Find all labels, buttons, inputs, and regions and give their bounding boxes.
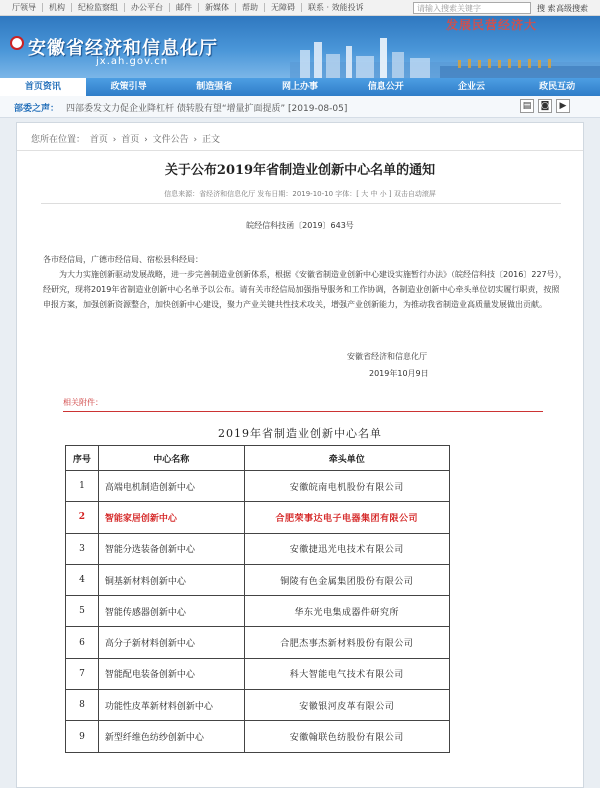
- top-link-org[interactable]: 机构: [43, 3, 72, 12]
- row-lead-unit: 合肥荣事达电子电器集团有限公司: [244, 502, 449, 533]
- table-row: [66, 533, 450, 564]
- breadcrumb-separator: ›: [144, 135, 148, 145]
- row-center-name: 智能家居创新中心: [98, 502, 244, 533]
- main-nav: [0, 78, 600, 96]
- top-links: [6, 3, 370, 12]
- innovation-center-table: [65, 445, 450, 753]
- breadcrumb-prefix: 您所在位置：: [31, 135, 86, 145]
- signature-date: 2019年10月9日: [369, 369, 429, 378]
- breadcrumb-home-2[interactable]: 首页: [121, 135, 140, 145]
- row-center-name: 铜基新材料创新中心: [98, 564, 244, 595]
- breadcrumb-separator: ›: [112, 135, 117, 145]
- top-link-newmedia[interactable]: 新媒体: [199, 3, 236, 12]
- row-center-name: 智能分选装备创新中心: [98, 533, 244, 564]
- content-panel: [16, 122, 584, 788]
- article-title: 关于公布2019年省制造业创新中心名单的通知: [164, 163, 436, 178]
- search-input[interactable]: 请输入搜索关键字: [413, 2, 531, 14]
- top-link-leaders[interactable]: 厅领导: [6, 3, 43, 12]
- table-row: [66, 596, 450, 627]
- attachment-label: 相关附件：: [63, 398, 103, 407]
- top-link-help[interactable]: 帮助: [236, 3, 265, 12]
- row-number: 9: [66, 721, 99, 752]
- nav-interaction[interactable]: 政民互动: [539, 82, 576, 92]
- camera-icon[interactable]: ◙: [538, 99, 552, 113]
- nav-manufacturing[interactable]: 制造强省: [196, 82, 233, 92]
- emblem-icon: [10, 36, 24, 50]
- row-lead-unit: 安徽银河皮革有限公司: [244, 690, 449, 721]
- ticker-link[interactable]: 四部委发文力促企业降杠杆 债转股有望“增量扩面提质” [2019-08-05]: [66, 104, 348, 114]
- row-lead-unit: 合肥杰事杰新材料股份有限公司: [244, 627, 449, 658]
- top-link-contact[interactable]: 联系 · 效能投诉: [308, 3, 364, 12]
- header-center-name: 中心名称: [98, 446, 244, 471]
- article-meta: 信息来源：省经济和信息化厅 发布日期：2019-10-10 字体：[ 大 中 小 ] 双击自动滚屏: [164, 190, 436, 198]
- row-number: 2: [66, 502, 99, 533]
- divider: [63, 411, 543, 412]
- row-lead-unit: 华东光电集成器件研究所: [244, 596, 449, 627]
- row-number: 8: [66, 690, 99, 721]
- signature: 安徽省经济和信息化厅: [347, 352, 427, 361]
- table-row: [66, 690, 450, 721]
- row-lead-unit: 科大智能电气技术有限公司: [244, 658, 449, 689]
- table-row: [66, 564, 450, 595]
- document-number: 皖经信科技函〔2019〕643号: [246, 221, 354, 230]
- nav-online-service[interactable]: 网上办事: [282, 82, 319, 92]
- nav-policy[interactable]: 政策引导: [110, 82, 147, 92]
- site-title[interactable]: 安徽省经济和信息化厅: [28, 38, 218, 59]
- nav-info-disclosure[interactable]: 信息公开: [367, 82, 404, 92]
- row-center-name: 高分子新材料创新中心: [98, 627, 244, 658]
- row-number: 6: [66, 627, 99, 658]
- article-body: [43, 252, 567, 312]
- table-row: [66, 721, 450, 752]
- row-number: 3: [66, 533, 99, 564]
- header-lead-unit: 牵头单位: [244, 446, 449, 471]
- search-button[interactable]: 搜 索: [537, 4, 556, 13]
- row-lead-unit: 安徽翰联色纺股份有限公司: [244, 721, 449, 752]
- divider: [41, 203, 561, 204]
- advanced-search-link[interactable]: 高级搜索: [556, 4, 588, 13]
- row-number: 5: [66, 596, 99, 627]
- breadcrumb-separator: ›: [193, 135, 198, 145]
- table-row: [66, 627, 450, 658]
- row-center-name: 高端电机制造创新中心: [98, 471, 244, 502]
- breadcrumb-current: 正文: [202, 135, 221, 145]
- salutation: 各市经信局，广德市经信局、宿松县科经局：: [43, 255, 203, 264]
- list-title: 2019年省制造业创新中心名单: [218, 427, 382, 440]
- table-row: [66, 471, 450, 502]
- ticker-label: 部委之声：: [14, 104, 60, 114]
- top-utility-bar: [0, 0, 600, 16]
- row-lead-unit: 铜陵有色金属集团股份有限公司: [244, 564, 449, 595]
- nav-enterprise-cloud[interactable]: 企业云: [457, 82, 485, 92]
- top-link-discipline[interactable]: 纪检监察组: [72, 3, 125, 12]
- news-ticker: [0, 96, 600, 118]
- row-center-name: 新型纤维色纺纱创新中心: [98, 721, 244, 752]
- row-lead-unit: 安徽捷迅光电技术有限公司: [244, 533, 449, 564]
- breadcrumb: [17, 123, 583, 151]
- row-center-name: 智能传感器创新中心: [98, 596, 244, 627]
- top-link-mail[interactable]: 邮件: [170, 3, 199, 12]
- site-url: jx.ah.gov.cn: [96, 56, 169, 67]
- city-skyline-image: [290, 36, 600, 78]
- ticker-icons: [520, 99, 570, 113]
- table-row-highlighted: [66, 502, 450, 533]
- body-paragraph: 为大力实施创新驱动发展战略，进一步完善制造业创新体系，根据《安徽省制造业创新中心建设实施暂行办法》（皖经信科技〔2016〕227号），经研究，现将2019年省制造业创新中心名单予以公布。请有关市经信局加强指导服务和工作协调，各制造业创新中心牵头单位切实履行职责，按照申报方案，加强创新资源整合，加快创新中心建设，聚力产业关键共性技术攻关，增强产业创新能力，为推动我省制造业高质量发展做出贡献。: [43, 270, 567, 309]
- doc-icon[interactable]: ▤: [520, 99, 534, 113]
- top-link-accessibility[interactable]: 无障碍: [265, 3, 302, 12]
- row-number: 7: [66, 658, 99, 689]
- table-row: [66, 658, 450, 689]
- breadcrumb-announcements[interactable]: 文件公告: [152, 135, 189, 145]
- row-number: 1: [66, 471, 99, 502]
- row-number: 4: [66, 564, 99, 595]
- row-lead-unit: 安徽皖南电机股份有限公司: [244, 471, 449, 502]
- site-banner: [0, 16, 600, 78]
- nav-home-news[interactable]: 首页资讯: [0, 78, 86, 96]
- top-link-office[interactable]: 办公平台: [125, 3, 170, 12]
- row-center-name: 智能配电装备创新中心: [98, 658, 244, 689]
- banner-slogan: 发展民营经济大: [446, 18, 538, 32]
- header-number: 序号: [66, 446, 99, 471]
- table-header-row: [66, 446, 450, 471]
- row-center-name: 功能性皮革新材料创新中心: [98, 690, 244, 721]
- video-icon[interactable]: ▶: [556, 99, 570, 113]
- breadcrumb-home[interactable]: 首页: [89, 135, 108, 145]
